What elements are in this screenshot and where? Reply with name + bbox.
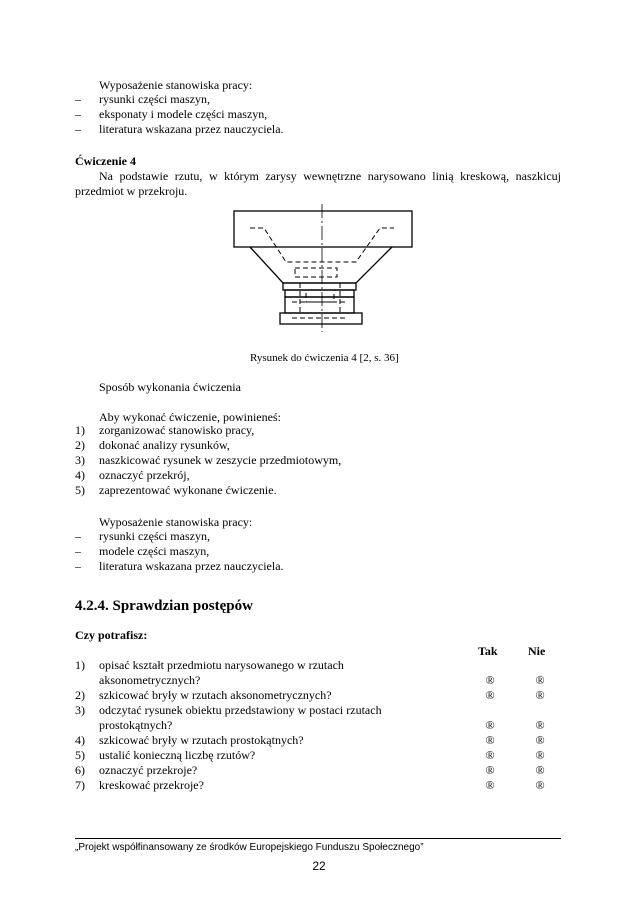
checkbox-no[interactable]: ®	[535, 748, 545, 762]
checklist-item: 4) szkicować bryły w rzutach prostokątnych? ® ®	[75, 733, 635, 748]
checkbox-yes[interactable]: ®	[485, 748, 495, 762]
steps-intro: Aby wykonać ćwiczenie, powinieneś:	[99, 410, 281, 424]
column-no-header: Nie	[528, 644, 546, 658]
checkbox-no[interactable]: ®	[535, 688, 545, 702]
exercise-description-line1: Na podstawie rzutu, w którym zarysy wewnętrzne narysowano linią kreskową, naszkicuj	[99, 169, 561, 183]
checklist-item: 2) szkicować bryły w rzutach aksonometrycznych? ® ®	[75, 688, 635, 703]
checkbox-no[interactable]: ®	[535, 673, 545, 687]
drawing-top-flange	[234, 211, 412, 247]
checklist-item: 5) ustalić konieczną liczbę rzutów? ® ®	[75, 748, 635, 763]
checkbox-yes[interactable]: ®	[485, 733, 495, 747]
drawing-taper	[250, 247, 392, 283]
exercise-title: Ćwiczenie 4	[75, 154, 136, 168]
checklist-item: 3) odczytać rysunek obiektu przedstawiony w postaci rzutach prostokątnych? ® ®	[75, 703, 635, 718]
footer-divider	[75, 838, 561, 839]
checklist-item: 1) opisać kształt przedmiotu narysowanego w rzutach aksonometrycznych? ® ®	[75, 658, 635, 673]
method-heading: Sposób wykonania ćwiczenia	[99, 380, 241, 394]
column-yes-header: Tak	[478, 644, 498, 658]
checkbox-yes[interactable]: ®	[485, 718, 495, 732]
checkbox-yes[interactable]: ®	[485, 673, 495, 687]
drawing-neck	[283, 283, 356, 290]
figure-caption: Rysunek do ćwiczenia 4 [2, s. 36]	[250, 352, 399, 364]
section-title: 4.2.4. Sprawdzian postępów	[75, 598, 253, 614]
checkbox-no[interactable]: ®	[535, 718, 545, 732]
equipment-heading-top: Wyposażenie stanowiska pracy:	[99, 78, 253, 92]
checkbox-no[interactable]: ®	[535, 778, 545, 792]
checklist-item: 7) kreskować przekroje? ® ®	[75, 778, 635, 793]
equipment-heading: Wyposażenie stanowiska pracy:	[99, 515, 253, 529]
checklist-item: 6) oznaczyć przekroje? ® ®	[75, 763, 635, 778]
drawing-body	[285, 297, 354, 313]
checkbox-yes[interactable]: ®	[485, 688, 495, 702]
checkbox-yes[interactable]: ®	[485, 778, 495, 792]
checkbox-yes[interactable]: ®	[485, 763, 495, 777]
footer-text: „Projekt współfinansowany ze środków Europejskiego Funduszu Społecznego”	[75, 842, 424, 853]
exercise-description-line2: przedmiot w przekroju.	[75, 184, 188, 198]
checkbox-no[interactable]: ®	[535, 733, 545, 747]
technical-drawing	[228, 204, 418, 332]
checkbox-no[interactable]: ®	[535, 763, 545, 777]
page-number: 22	[312, 859, 326, 873]
question-heading: Czy potrafisz:	[75, 628, 148, 642]
